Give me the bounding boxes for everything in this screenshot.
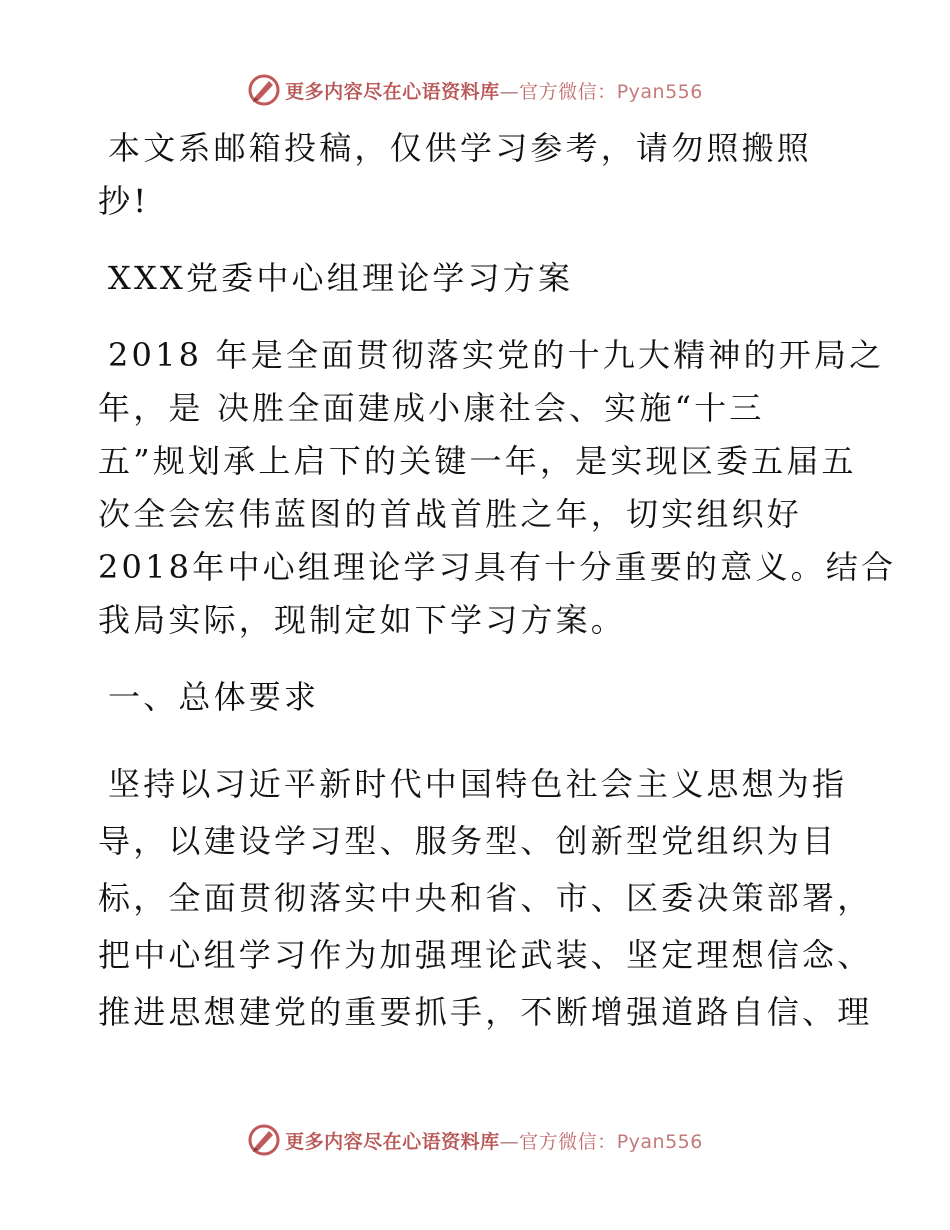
- document-body: [98, 122, 897, 1041]
- section-heading-text: 一、总体要求: [108, 678, 320, 716]
- body-line: 把中心组学习作为加强理论武装、坚定理想信念、: [98, 936, 873, 974]
- header-banner-separator: —: [499, 80, 520, 103]
- footer-banner-handle: Pyan556: [616, 1130, 703, 1153]
- notice-line: 本文系邮箱投稿，仅供学习参考，请勿照搬照: [108, 129, 813, 167]
- footer-banner-rest: 官方微信：: [519, 1130, 617, 1153]
- intro-line: 五”规划承上启下的关键一年，是实现区委五届五: [98, 442, 857, 480]
- intro-line: 次全会宏伟蓝图的首战首胜之年，切实组织好: [98, 495, 803, 533]
- footer-banner-separator: —: [499, 1130, 520, 1153]
- title-line: XXX党委中心组理论学习方案: [108, 259, 574, 297]
- header-banner-strong: 更多内容尽在心语资料库: [285, 80, 500, 103]
- intro-line: 我局实际，现制定如下学习方案。: [98, 601, 627, 639]
- header-banner-rest: 官方微信：: [519, 80, 617, 103]
- header-banner: [0, 70, 950, 110]
- body-line: 推进思想建党的重要抓手，不断增强道路自信、理: [98, 993, 873, 1031]
- intro-line: 2018年中心组理论学习具有十分重要的意义。结合: [98, 548, 897, 586]
- intro-paragraph: [98, 329, 897, 647]
- footer-banner-text: [285, 1127, 703, 1154]
- header-banner-content: [247, 73, 703, 107]
- body-line: 标，全面贯彻落实中央和省、市、区委决策部署，: [98, 879, 873, 917]
- notice-line: 抄!: [98, 182, 150, 220]
- footer-banner: [0, 1120, 950, 1160]
- footer-banner-content: [247, 1123, 703, 1157]
- header-banner-handle: Pyan556: [616, 80, 703, 103]
- notice-paragraph: [98, 122, 858, 228]
- pen-logo-icon: [247, 73, 281, 107]
- body-line: 坚持以习近平新时代中国特色社会主义思想为指: [108, 765, 848, 803]
- footer-banner-strong: 更多内容尽在心语资料库: [285, 1130, 500, 1153]
- requirements-paragraph: [98, 756, 873, 1041]
- document-title: [98, 252, 858, 305]
- section-heading: [98, 671, 858, 724]
- pen-logo-icon: [247, 1123, 281, 1157]
- intro-line: 2018 年是全面贯彻落实党的十九大精神的开局之: [108, 336, 885, 374]
- header-banner-text: [285, 77, 703, 104]
- body-line: 导，以建设学习型、服务型、创新型党组织为目: [98, 822, 838, 860]
- intro-line: 年，是 决胜全面建成小康社会、实施“十三: [98, 389, 765, 427]
